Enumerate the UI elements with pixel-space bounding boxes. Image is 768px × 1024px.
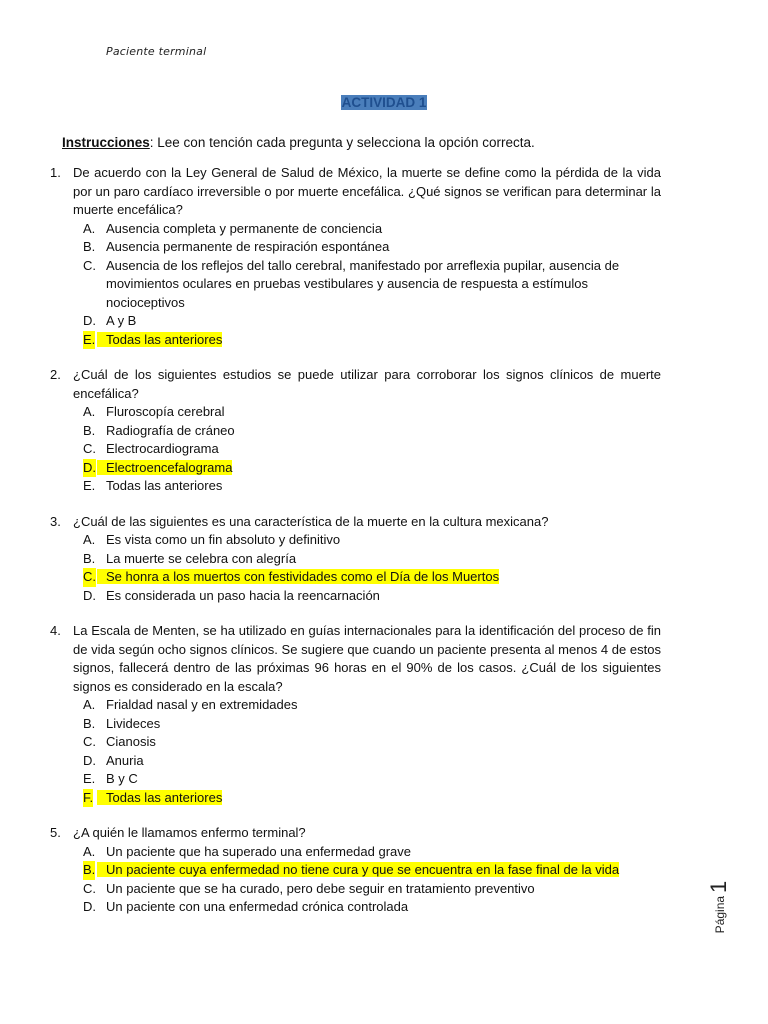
option-text-wrap: [106, 238, 661, 257]
answer-option: [0, 257, 768, 313]
answer-option: [0, 843, 768, 862]
option-text: Es considerada un paso hacia la reencarnación: [106, 587, 380, 603]
option-text-wrap: [106, 733, 661, 752]
answer-option: [0, 752, 768, 771]
answer-option: [0, 550, 768, 569]
option-text: Anuria: [106, 752, 144, 768]
option-text-highlighted: Se honra a los muertos con festividades como el Día de los Muertos: [97, 569, 499, 584]
option-letter: B.: [83, 715, 96, 731]
answer-option: [0, 531, 768, 550]
option-text-wrap: [106, 752, 661, 771]
option-text-wrap: [106, 257, 661, 313]
question-number: 1.: [50, 165, 61, 180]
option-letter: B.: [83, 550, 96, 566]
option-text-highlighted: Un paciente cuya enfermedad no tiene cura y que se encuentra en la fase final de la vida: [97, 862, 619, 877]
option-text-wrap: [106, 770, 661, 789]
option-text: A y B: [106, 313, 137, 328]
option-letter: C.: [83, 880, 96, 896]
option-text-highlighted: Todas las anteriores: [97, 790, 222, 805]
page-label: Página: [713, 895, 727, 934]
option-text-wrap: [106, 331, 661, 350]
activity-title-text: ACTIVIDAD 1: [341, 95, 427, 110]
option-text-wrap: [106, 568, 661, 587]
option-text-wrap: [106, 587, 661, 606]
option-text: La muerte se celebra con alegría: [106, 550, 297, 566]
answer-option: [0, 861, 768, 880]
option-text-wrap: [106, 422, 661, 441]
option-text-highlighted: Electroencefalograma: [97, 460, 232, 475]
instructions-text: : Lee con tención cada pregunta y selecciona la opción correcta.: [149, 135, 535, 150]
option-text-wrap: [106, 440, 661, 459]
option-letter: D.: [83, 899, 96, 914]
option-letter: D.: [83, 459, 96, 478]
page-number-rotated: [706, 881, 732, 934]
option-text: Radiografía de cráneo: [106, 422, 235, 438]
option-letter: A.: [83, 404, 96, 419]
question-text: ¿Cuál de las siguientes es una característica de la muerte en la cultura mexicana?: [73, 513, 549, 529]
answer-option: [0, 898, 768, 917]
option-text-wrap: [106, 531, 661, 550]
answer-option: [0, 422, 768, 441]
option-letter: E.: [83, 331, 95, 350]
option-letter: E.: [83, 478, 96, 493]
option-text: B y C: [106, 771, 138, 786]
option-text: Ausencia permanente de respiración espontánea: [106, 239, 390, 254]
page-header: Paciente terminal: [106, 45, 207, 58]
answer-option: [0, 477, 768, 496]
answer-option: [0, 312, 768, 331]
answer-option: [0, 238, 768, 257]
question-list: [0, 164, 768, 934]
option-letter: B.: [83, 239, 96, 254]
option-letter: C.: [83, 734, 96, 749]
option-letter: B.: [83, 422, 96, 438]
instructions-label: Instrucciones: [62, 135, 150, 150]
option-text-wrap: [106, 715, 661, 734]
option-text-wrap: [106, 880, 661, 899]
option-text: Un paciente con una enfermedad crónica controlada: [106, 899, 409, 914]
answer-option: [0, 770, 768, 789]
option-letter: F.: [83, 789, 93, 808]
option-text-wrap: [106, 403, 661, 422]
answer-option: [0, 587, 768, 606]
option-text-wrap: [106, 696, 661, 715]
option-letter: A.: [83, 697, 96, 712]
option-letter: C.: [83, 257, 96, 273]
instructions: [62, 135, 535, 150]
question-text: ¿A quién le llamamos enfermo terminal?: [73, 825, 306, 840]
question-text: ¿Cuál de los siguientes estudios se puede utilizar para corroborar los signos clínicos de muerte encefálica?: [73, 367, 661, 401]
answer-option: [0, 331, 768, 350]
option-text: Un paciente que se ha curado, pero debe seguir en tratamiento preventivo: [106, 880, 535, 896]
option-letter: C.: [83, 441, 96, 456]
answer-option: [0, 880, 768, 899]
question-3: [0, 513, 768, 606]
question-text: La Escala de Menten, se ha utilizado en guías internacionales para la identificación del proceso de fin de vida según ocho signos clínicos. Se sugiere que cuando un paciente presenta al menos 4 de estos signos, fallecerá dentro de las próximas 96 horas en el 90% de los casos. ¿Cuál de los siguientes signos es considerado en la escala?: [73, 623, 661, 694]
answer-option: [0, 789, 768, 808]
answer-option: [0, 696, 768, 715]
option-text: Es vista como un fin absoluto y definitivo: [106, 532, 341, 547]
answer-option: [0, 568, 768, 587]
question-number: 5.: [50, 825, 61, 840]
option-text: Ausencia de los reflejos del tallo cerebral, manifestado por arreflexia pupilar, ausencia de movimientos oculares en pruebas vestibulares y ausencia de respuesta a estímulos nocioceptivos: [106, 257, 620, 310]
answer-option: [0, 440, 768, 459]
answer-option: [0, 733, 768, 752]
option-text: Livideces: [106, 715, 161, 731]
question-number: 4.: [50, 623, 61, 638]
page-number: 1: [706, 880, 731, 893]
option-text: Frialdad nasal y en extremidades: [106, 697, 298, 712]
option-letter: A.: [83, 843, 96, 859]
option-text: Un paciente que ha superado una enfermedad grave: [106, 843, 411, 859]
option-text-wrap: [106, 898, 661, 917]
option-text: Electrocardiograma: [106, 441, 219, 456]
question-4: [0, 622, 768, 807]
option-text-wrap: [106, 459, 661, 478]
option-text-wrap: [106, 789, 661, 808]
activity-title: [0, 95, 768, 110]
option-text: Ausencia completa y permanente de conciencia: [106, 220, 383, 236]
question-2: [0, 366, 768, 496]
option-letter: B.: [83, 861, 95, 880]
option-letter: C.: [83, 568, 96, 587]
option-text: Cianosis: [106, 734, 156, 749]
option-text-wrap: [106, 861, 661, 880]
question-5: [0, 824, 768, 917]
question-1: [0, 164, 768, 349]
option-letter: E.: [83, 771, 96, 786]
option-letter: D.: [83, 752, 96, 768]
option-text-wrap: [106, 220, 661, 239]
answer-option: [0, 715, 768, 734]
option-text-wrap: [106, 312, 661, 331]
answer-option: [0, 459, 768, 478]
option-letter: D.: [83, 587, 96, 603]
answer-option: [0, 403, 768, 422]
answer-option: [0, 220, 768, 239]
option-text-highlighted: Todas las anteriores: [97, 332, 222, 347]
question-number: 3.: [50, 513, 61, 529]
option-letter: A.: [83, 220, 96, 236]
option-letter: D.: [83, 313, 96, 328]
option-text: Fluroscopía cerebral: [106, 404, 225, 419]
option-text: Todas las anteriores: [106, 478, 223, 493]
question-number: 2.: [50, 367, 61, 382]
question-text: De acuerdo con la Ley General de Salud de México, la muerte se define como la pérdida de la vida por un paro cardíaco irreversible o por muerte encefálica. ¿Qué signos se verifican para determinar la muerte encefálica?: [73, 165, 661, 217]
option-text-wrap: [106, 550, 661, 569]
page-footer: [704, 872, 734, 942]
option-letter: A.: [83, 532, 96, 547]
option-text-wrap: [106, 843, 661, 862]
option-text-wrap: [106, 477, 661, 496]
